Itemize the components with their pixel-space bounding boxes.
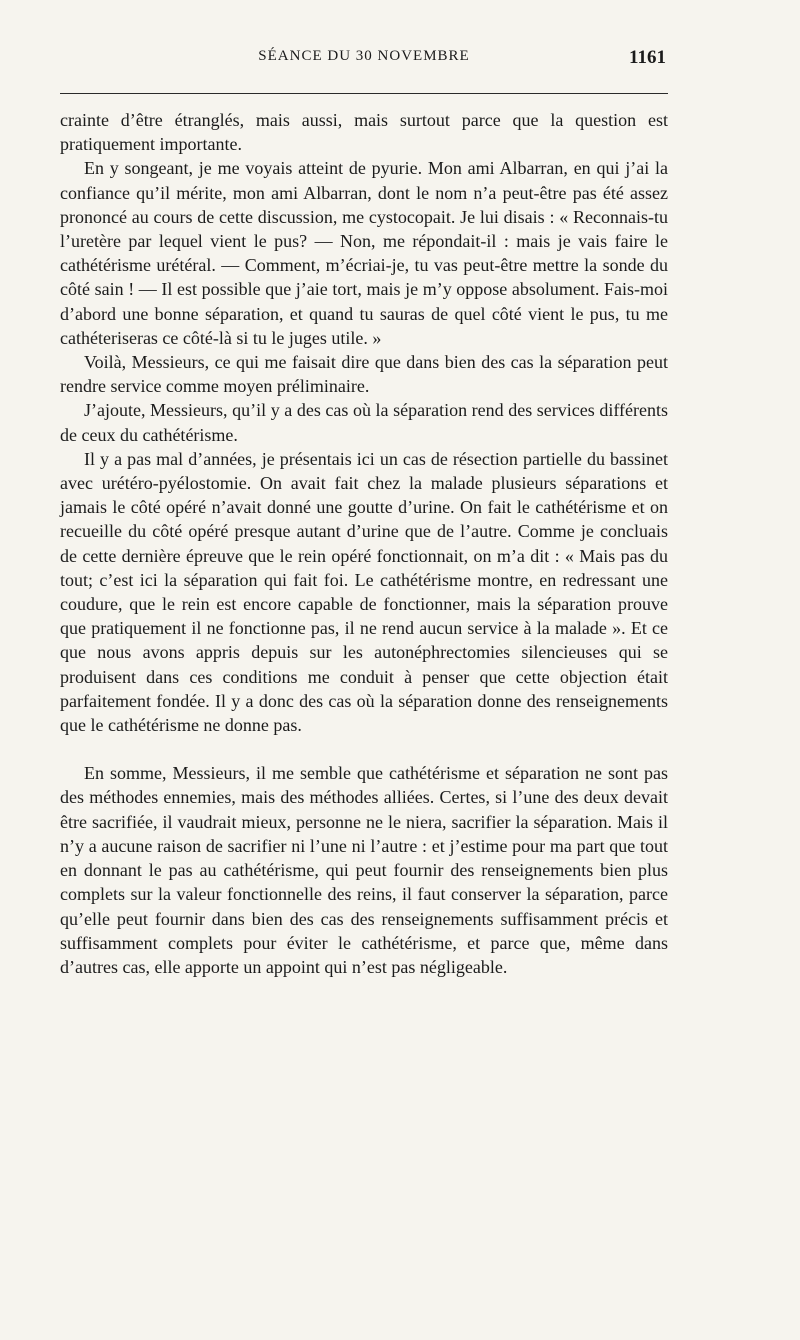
paragraph-different-services: J’ajoute, Messieurs, qu’il y a des cas où la séparation rend des services différents de ceux du cathétérisme.	[60, 400, 668, 445]
paragraph-case-resection: Il y a pas mal d’années, je présentais ici un cas de résection partielle du bassinet avec urétéro-pyélostomie. On avait fait chez la malade plusieurs séparations et jamais le côté opéré n’avait donné une goutte d’urine. On fait le cathétérisme et on recueille du côté opéré presque autant d’urine que de l’autre. Comme je concluais de cette dernière épreuve que le rein opéré fonctionnait, on m’a dit : « Mais pas du tout; c’est ici la séparation qui fait foi. Le cathétérisme montre, en redressant une coudure, que le rein est encore capable de fonctionner, mais la séparation prouve que pratiquement il ne fonctionne pas, il ne rend aucun service à la malade ». Et ce que nous avons appris depuis sur les autonéphrectomies silencieuses qui se produisent dans ces conditions me conduit à penser que cette objection était parfaitement fondée. Il y a donc des cas où la séparation donne des renseignements que le cathétérisme ne donne pas.	[60, 448, 668, 736]
body-text	[60, 108, 668, 979]
running-title: SÉANCE DU 30 NOVEMBRE	[258, 48, 470, 64]
paragraph-continuation: crainte d’être étranglés, mais aussi, mais surtout parce que la question est pratiquement importante.	[60, 110, 668, 155]
paragraph-preliminary: Voilà, Messieurs, ce qui me faisait dire que dans bien des cas la séparation peut rendre service comme moyen préliminaire.	[60, 352, 668, 397]
header-rule	[60, 93, 668, 94]
page-number: 1161	[629, 47, 666, 68]
paragraph-albarran-dialogue: En y songeant, je me voyais atteint de pyurie. Mon ami Albarran, en qui j’ai la confiance qu’il mérite, mon ami Albarran, dont le nom n’a peut-être pas été assez prononcé au cours de cette discussion, me cystocopait. Je lui disais : « Reconnais-tu l’uretère par lequel vient le pus? — Non, me répondait-il : mais je vais faire le cathétérisme urétéral. — Comment, m’écriai-je, tu vas peut-être mettre la sonde du côté sain ! — Il est possible que j’aie tort, mais je m’y oppose absolument. Fais-moi d’abord une bonne séparation, et quand tu sauras de quel côté vient le pus, tu me cathéteriseras ce côté-là si tu le juges utile. »	[60, 158, 668, 348]
page-header	[60, 48, 668, 78]
paragraph-conclusion: En somme, Messieurs, il me semble que cathétérisme et séparation ne sont pas des méthodes ennemies, mais des méthodes alliées. Certes, si l’une des deux devait être sacrifiée, il vaudrait mieux, personne ne le niera, sacrifier la séparation. Mais il n’y a aucune raison de sacrifier ni l’une ni l’autre : et j’estime pour ma part que tout en donnant le pas au cathétérisme, qui peut fournir des renseignements bien plus complets sur la valeur fonctionnelle des reins, il faut conserver la séparation, parce qu’elle peut fournir dans bien des cas des renseignements suffisamment précis et suffisamment complets pour éviter le cathétérisme, et parce que, même dans d’autres cas, elle apporte un appoint qui n’est pas négligeable.	[60, 763, 668, 977]
document-page	[60, 0, 668, 1340]
